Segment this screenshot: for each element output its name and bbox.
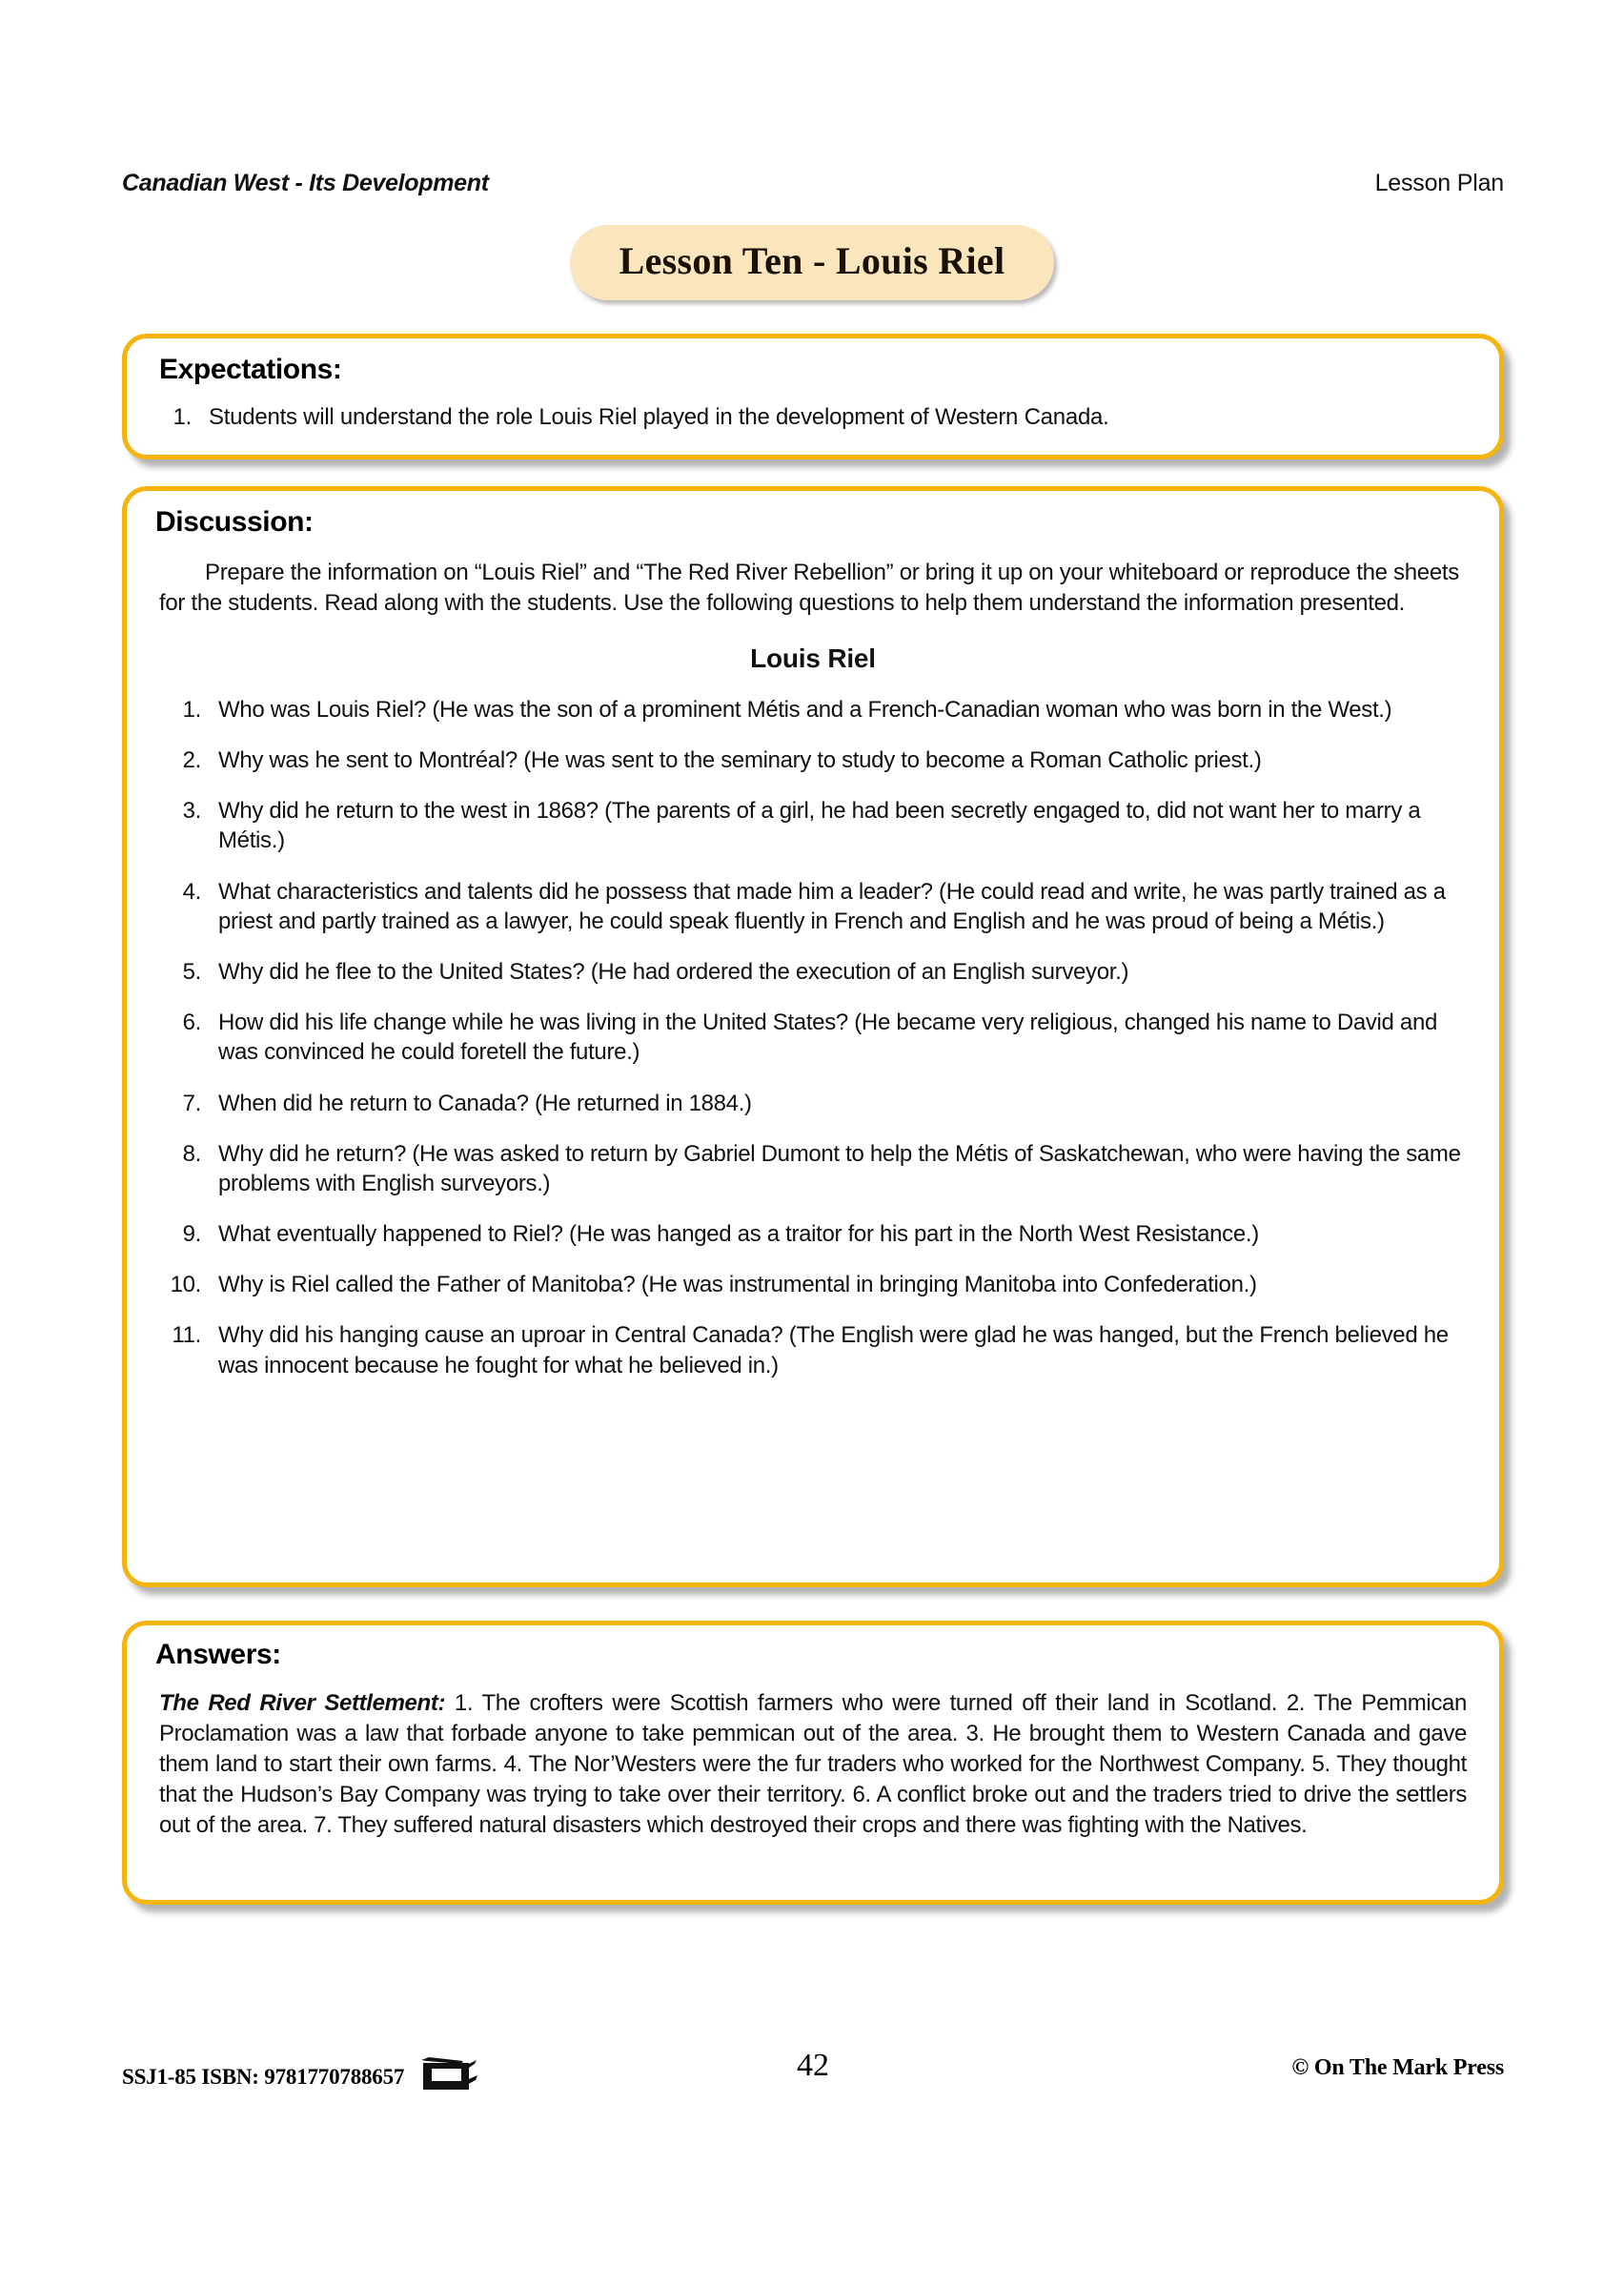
- list-item-number: 11.: [172, 1322, 201, 1349]
- answers-topic-label: The Red River Settlement:: [159, 1690, 446, 1716]
- lesson-title: Lesson Ten - Louis Riel: [619, 239, 1005, 282]
- list-item-number: 4.: [182, 878, 201, 905]
- list-item-text: Why did his hanging cause an uproar in Central Canada? (The English were glad he was hanged, but the French believed he was innocent because he fought for what he believed in.): [218, 1322, 1449, 1378]
- unit-title: Canadian West - Its Development: [122, 170, 489, 196]
- list-item: [155, 1089, 1471, 1118]
- lesson-title-banner-wrap: [0, 225, 1624, 300]
- answers-section: [122, 1621, 1504, 1905]
- list-item: [155, 1008, 1471, 1067]
- list-item: [159, 403, 1467, 433]
- list-item-text: How did his life change while he was living in the United States? (He became very religious, changed his name to David and was convinced he could foretell the future.): [218, 1010, 1438, 1066]
- list-item-text: Why was he sent to Montréal? (He was sent to the seminary to study to become a Roman Catholic priest.): [218, 747, 1262, 773]
- discussion-heading: Discussion:: [155, 506, 314, 538]
- page-number: 42: [797, 2048, 829, 2083]
- list-item: [155, 745, 1471, 775]
- list-item-number: 5.: [182, 958, 201, 985]
- list-item-text: When did he return to Canada? (He returned in 1884.): [218, 1090, 752, 1116]
- list-item-text: Students will understand the role Louis Riel played in the development of Western Canada.: [209, 404, 1109, 430]
- expectations-section: [122, 334, 1504, 459]
- list-item-text: Why did he return to the west in 1868? (The parents of a girl, he had been secretly engaged to, did not want her to marry a Métis.): [218, 798, 1421, 854]
- expectations-list: [159, 403, 1467, 433]
- copyright-label: © On The Mark Press: [1291, 2055, 1504, 2080]
- list-item: [155, 1270, 1471, 1299]
- lesson-title-banner: [570, 225, 1055, 300]
- answers-paragraph: [159, 1688, 1467, 1841]
- list-item-text: What eventually happened to Riel? (He was hanged as a traitor for his part in the North West Resistance.): [218, 1221, 1259, 1248]
- list-item-text: Why is Riel called the Father of Manitoba? (He was instrumental in bringing Manitoba into Confederation.): [218, 1272, 1257, 1298]
- list-item-number: 6.: [182, 1010, 201, 1036]
- answers-heading: Answers:: [155, 1639, 281, 1670]
- press-logo-icon: [419, 2055, 478, 2098]
- list-item-text: Why did he flee to the United States? (He had ordered the execution of an English surveyor.): [218, 958, 1129, 985]
- list-item-number: 9.: [182, 1221, 201, 1248]
- list-item-number: 1.: [182, 696, 201, 723]
- list-item: [155, 957, 1471, 987]
- footer-left-group: [122, 2055, 478, 2098]
- list-item: [155, 695, 1471, 725]
- discussion-question-list: [155, 695, 1471, 1380]
- list-item-text: Why did he return? (He was asked to return by Gabriel Dumont to help the Métis of Saskatchewan, who were having the same problems with English surveyors.): [218, 1140, 1461, 1196]
- discussion-intro-paragraph: Prepare the information on “Louis Riel” and “The Red River Rebellion” or bring it up on your whiteboard or reproduce the sheets for the students. Read along with the students. Use the following questions to help them understand the information presented.: [159, 560, 1459, 616]
- answers-text: 1. The crofters were Scottish farmers who were turned off their land in Scotland. 2. The Pemmican Proclamation was a law that forbade anyone to take pemmican out of the area. 3. He brought them to Western Canada and gave them land to start their own farms. 4. The Nor’Westers were the fur traders who worked for the Northwest Company. 5. They thought that the Hudson’s Bay Company was trying to take over their territory. 6. A conflict broke out and the traders tried to drive the settlers out of the area. 7. They suffered natural disasters which destroyed their crops and there was fighting with the Natives.: [159, 1690, 1467, 1838]
- list-item-number: 2.: [182, 747, 201, 773]
- list-item-number: 7.: [182, 1090, 201, 1116]
- list-item: [155, 1219, 1471, 1249]
- list-item-number: 1.: [173, 404, 192, 430]
- list-item-number: 8.: [182, 1140, 201, 1167]
- list-item: [155, 1139, 1471, 1198]
- isbn-label: SSJ1-85 ISBN: 9781770788657: [122, 2064, 405, 2089]
- list-item-number: 10.: [170, 1272, 201, 1298]
- discussion-section: [122, 486, 1504, 1587]
- list-item-text: Who was Louis Riel? (He was the son of a prominent Métis and a French-Canadian woman who was born in the West.): [218, 696, 1392, 723]
- discussion-subheading: Louis Riel: [750, 643, 876, 673]
- list-item-text: What characteristics and talents did he possess that made him a leader? (He could read and write, he was partly trained as a priest and partly trained as a lawyer, he could speak fluently in French and English and he was proud of being a Métis.): [218, 878, 1446, 934]
- page-footer: [122, 2048, 1504, 2105]
- list-item: [155, 1320, 1471, 1379]
- list-item: [155, 877, 1471, 936]
- list-item: [155, 796, 1471, 855]
- document-type-label: Lesson Plan: [1374, 170, 1504, 196]
- list-item-number: 3.: [182, 798, 201, 825]
- expectations-heading: Expectations:: [159, 354, 342, 385]
- page-header: [122, 170, 1504, 197]
